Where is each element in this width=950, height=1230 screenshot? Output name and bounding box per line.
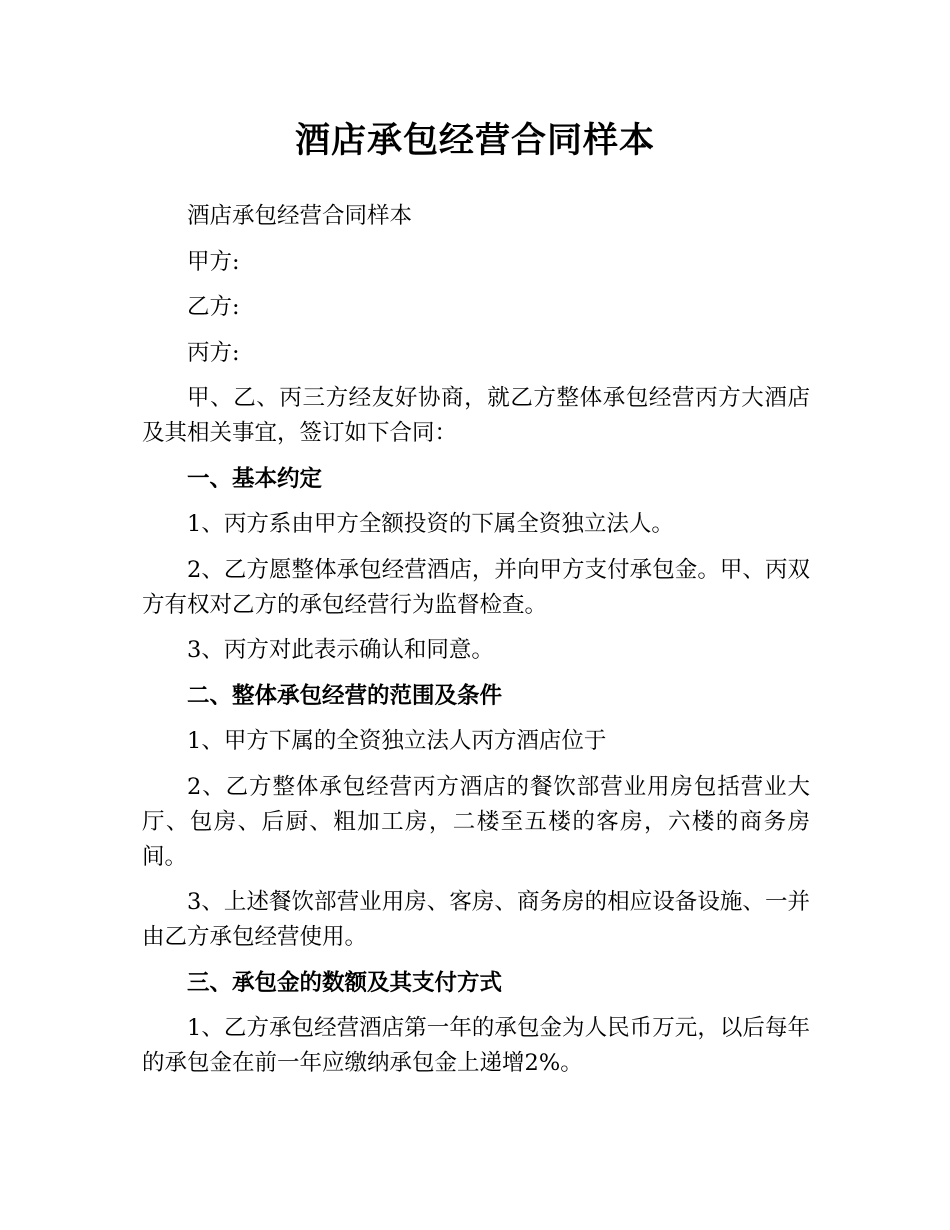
paragraph-party-a: 甲方: xyxy=(187,248,240,275)
clause-2-1: 1、甲方下属的全资独立法人丙方酒店位于 xyxy=(187,728,607,754)
section-heading-2: 二、整体承包经营的范围及条件 xyxy=(187,682,503,709)
section-heading-3: 三、承包金的数额及其支付方式 xyxy=(187,969,503,996)
clause-2-3: 3、上述餐饮部营业用房、客房、商务房的相应设备设施、一并由乙方承包经营使用。 xyxy=(142,889,810,950)
clause-3-1: 1、乙方承包经营酒店第一年的承包金为人民币万元，以后每年的承包金在前一年应缴纳承包金上递增2%。 xyxy=(142,1015,810,1076)
paragraph-preamble: 甲、乙、丙三方经友好协商，就乙方整体承包经营丙方大酒店及其相关事宜，签订如下合同： xyxy=(142,385,810,446)
clause-1-3: 3、丙方对此表示确认和同意。 xyxy=(187,637,494,663)
clause-1-2: 2、乙方愿整体承包经营酒店，并向甲方支付承包金。甲、丙双方有权对乙方的承包经营行为监督检查。 xyxy=(142,556,810,618)
document-title: 酒店承包经营合同样本 xyxy=(294,121,655,161)
clause-1-1: 1、丙方系由甲方全额投资的下属全资独立法人。 xyxy=(187,511,674,537)
document-body xyxy=(142,199,810,1092)
paragraph-party-c: 丙方: xyxy=(187,339,240,366)
section-heading-1: 一、基本约定 xyxy=(187,465,323,492)
paragraph-party-b: 乙方: xyxy=(187,294,240,320)
clause-2-2: 2、乙方整体承包经营丙方酒店的餐饮部营业用房包括营业大厅、包房、后厨、粗加工房，二楼至五楼的客房，六楼的商务房间。 xyxy=(142,773,810,870)
paragraph-subtitle: 酒店承包经营合同样本 xyxy=(187,203,413,229)
